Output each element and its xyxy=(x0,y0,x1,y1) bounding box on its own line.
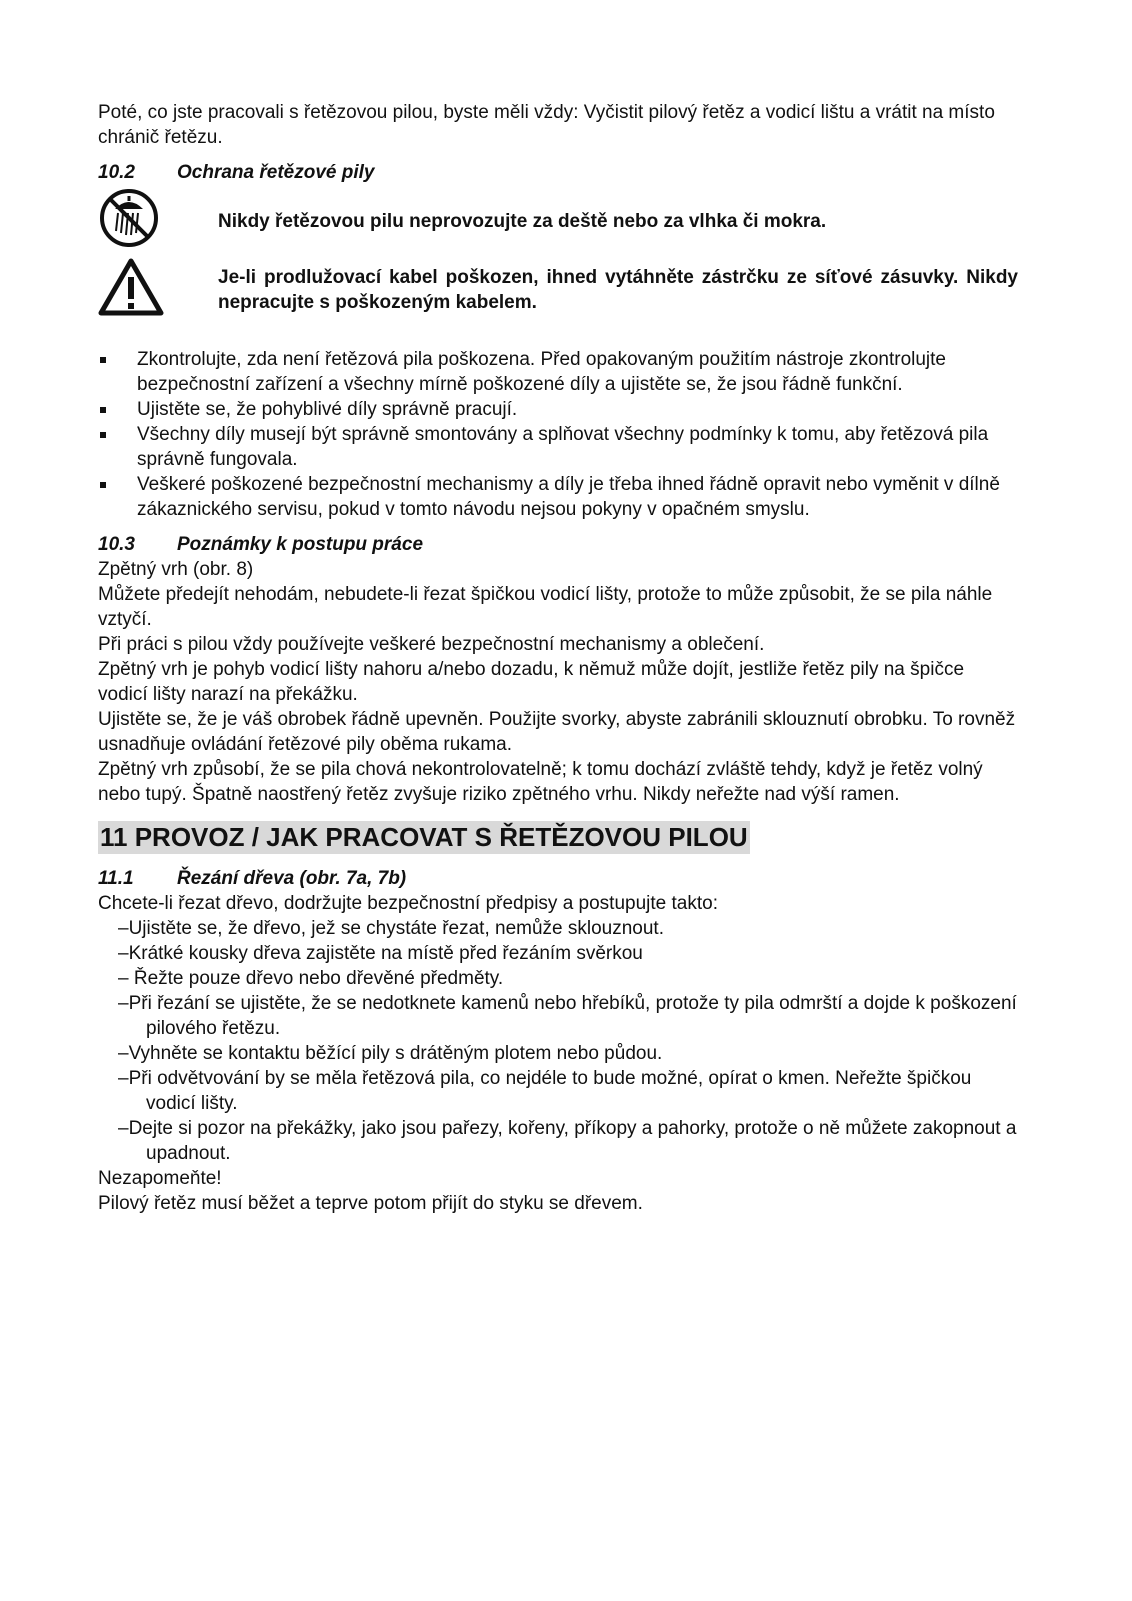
section-intro: Chcete-li řezat dřevo, dodržujte bezpečnostní předpisy a postupujte takto: xyxy=(98,893,718,914)
note-paragraph: Můžete předejít nehodám, nebudete-li řezat špičkou vodicí lišty, protože to může způsobit, že se pila náhle vztyčí. xyxy=(98,584,993,630)
reminder-heading: Nezapomeňte! xyxy=(98,1168,222,1189)
bullet-icon xyxy=(100,357,106,363)
note-paragraph: Při práci s pilou vždy používejte veškeré bezpečnostní mechanismy a oblečení. xyxy=(98,634,765,655)
list-item: –Ujistěte se, že dřevo, jež se chystáte řezat, nemůže sklouznout. xyxy=(118,918,664,939)
intro-paragraph: Poté, co jste pracovali s řetězovou pilou, byste měli vždy: Vyčistit pilový řetěz a vodicí lištu a vrátit na místo chránič řetězu. xyxy=(98,102,995,148)
subheading-number: 10.2 xyxy=(98,162,135,183)
list-item: –Krátké kousky dřeva zajistěte na místě před řezáním svěrkou xyxy=(118,943,643,964)
subheading-10-3 xyxy=(98,532,1018,557)
note-paragraph: Zpětný vrh způsobí, že se pila chová nekontrolovatelně; k tomu dochází zvláště tehdy, když je řetěz volný nebo tupý. Špatně naostřený řetěz zvyšuje riziko zpětného vrhu. Nikdy neřežte nad výší ramen. xyxy=(98,759,983,805)
note-paragraph: Zpětný vrh (obr. 8) xyxy=(98,559,254,580)
list-item: – Řežte pouze dřevo nebo dřevěné předměty. xyxy=(118,968,504,989)
bullet-icon xyxy=(100,407,106,413)
subheading-10-2 xyxy=(98,160,1018,185)
list-item: –Při odvětvování by se měla řetězová pila, co nejdéle to bude možné, opírat o kmen. Neřežte špičkou vodicí lišty. xyxy=(118,1068,972,1114)
reminder-text: Pilový řetěz musí běžet a teprve potom přijít do styku se dřevem. xyxy=(98,1193,643,1214)
subheading-number: 10.3 xyxy=(98,534,135,555)
no-rain-icon xyxy=(98,187,218,256)
list-item: Zkontrolujte, zda není řetězová pila poškozena. Před opakovaným použitím nástroje zkontrolujte bezpečnostní zařízení a všechny mírně poškozené díly a ujistěte se, že jsou řádně funkční. xyxy=(98,347,1018,397)
subheading-11-1 xyxy=(98,866,1018,891)
warning-text-cable: Je-li prodlužovací kabel poškozen, ihned vytáhněte zástrčku ze síťové zásuvky. Nikdy nepracujte s poškozeným kabelem. xyxy=(218,267,1018,313)
subheading-title: Poznámky k postupu práce xyxy=(177,534,424,555)
note-paragraph: Zpětný vrh je pohyb vodicí lišty nahoru a/nebo dozadu, k němuž může dojít, jestliže řetěz pily na špičce vodicí lišty narazí na překážku. xyxy=(98,659,965,705)
warning-row-cable xyxy=(98,255,1018,325)
bullet-icon xyxy=(100,482,106,488)
subheading-number: 11.1 xyxy=(98,868,134,889)
note-paragraph: Ujistěte se, že je váš obrobek řádně upevněn. Použijte svorky, abyste zabránili sklouznutí obrobku. To rovněž usnadňuje ovládání řetězové pily oběma rukama. xyxy=(98,709,1016,755)
list-item: –Při řezání se ujistěte, že se nedotknete kamenů nebo hřebíků, protože ty pila odmrští a dojde k poškození pilového řetězu. xyxy=(118,993,1017,1039)
warning-triangle-icon xyxy=(98,257,218,324)
subheading-title: Řezání dřeva (obr. 7a, 7b) xyxy=(177,868,407,889)
section-heading-11: 11 PROVOZ / JAK PRACOVAT S ŘETĚZOVOU PILOU xyxy=(100,822,748,852)
list-item: Ujistěte se, že pohyblivé díly správně pracují. xyxy=(98,397,1018,422)
checklist xyxy=(98,347,1018,522)
list-item: Všechny díly musejí být správně smontovány a splňovat všechny podmínky k tomu, aby řetězová pila správně fungovala. xyxy=(98,422,1018,472)
subheading-title: Ochrana řetězové pily xyxy=(177,162,375,183)
warning-text-rain: Nikdy řetězovou pilu neprovozujte za deště nebo za vlhka či mokra. xyxy=(218,210,827,232)
procedure-list xyxy=(98,916,1018,1166)
warning-row-rain xyxy=(98,189,1018,253)
document-page xyxy=(98,100,1018,1216)
list-item: –Vyhněte se kontaktu běžící pily s drátěným plotem nebo půdou. xyxy=(118,1043,663,1064)
list-item: Veškeré poškozené bezpečnostní mechanismy a díly je třeba ihned řádně opravit nebo vyměnit v dílně zákaznického servisu, pokud v tomto návodu nejsou pokyny v opačném smyslu. xyxy=(98,472,1018,522)
list-item: –Dejte si pozor na překážky, jako jsou pařezy, kořeny, příkopy a pahorky, protože o ně můžete zakopnout a upadnout. xyxy=(118,1118,1017,1164)
bullet-icon xyxy=(100,432,106,438)
